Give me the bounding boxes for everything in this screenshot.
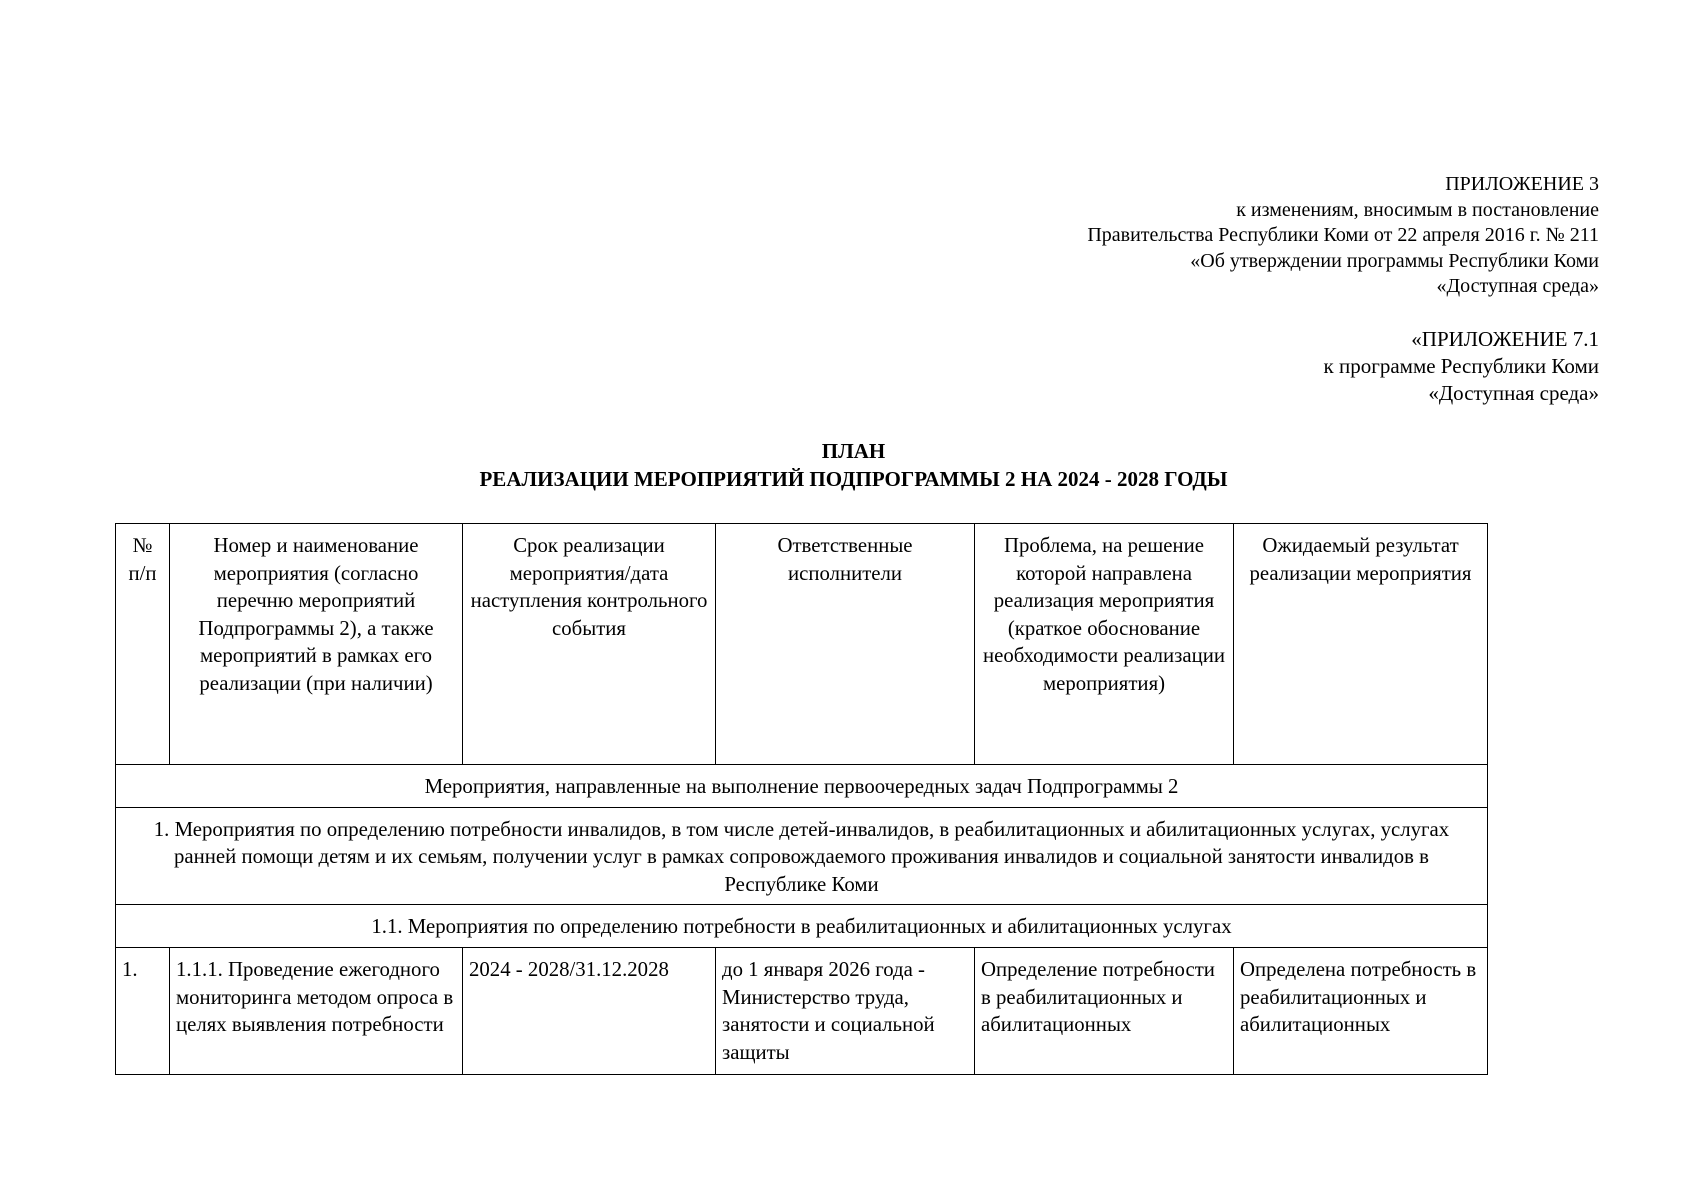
attachment-header — [879, 172, 1599, 300]
section-row-1 — [116, 807, 1488, 905]
table-header-row — [116, 524, 1488, 765]
document-title — [0, 437, 1697, 493]
title-line-2: РЕАЛИЗАЦИИ МЕРОПРИЯТИЙ ПОДПРОГРАММЫ 2 НА 2024 - 2028 ГОДЫ — [479, 467, 1228, 491]
table-row — [116, 947, 1488, 1074]
attachment-line: «Доступная среда» — [1428, 381, 1599, 406]
title-line-1: ПЛАН — [821, 439, 886, 463]
cell-executors: до 1 января 2026 года - Министерство труда, занятости и социальной защиты — [716, 947, 975, 1074]
cell-term: 2024 - 2028/31.12.2028 — [463, 947, 716, 1074]
cell-name: 1.1.1. Проведение ежегодного мониторинга методом опроса в целях выявления потребности — [170, 947, 463, 1074]
section-row-main — [116, 765, 1488, 808]
cell-num: 1. — [116, 947, 170, 1074]
attachment-line: к изменениям, вносимым в постановление — [1236, 198, 1599, 221]
header-cell-result: Ожидаемый результат реализации мероприятия — [1234, 524, 1488, 765]
attachment-line: ПРИЛОЖЕНИЕ 3 — [1445, 173, 1599, 195]
attachment-line: «ПРИЛОЖЕНИЕ 7.1 — [1411, 327, 1599, 351]
header-cell-num: № п/п — [116, 524, 170, 765]
attachment-line: к программе Республики Коми — [1323, 354, 1599, 379]
section-row-1-1 — [116, 905, 1488, 948]
attachment-line: «Об утверждении программы Республики Коми — [1190, 249, 1599, 272]
program-attachment-header — [879, 326, 1599, 408]
attachment-line: Правительства Республики Коми от 22 апреля 2016 г. № 211 — [1087, 224, 1599, 247]
header-cell-name: Номер и наименование мероприятия (согласно перечню мероприятий Подпрограммы 2), а также мероприятий в рамках его реализации (при наличии) — [170, 524, 463, 765]
header-cell-executors: Ответственные исполнители — [716, 524, 975, 765]
header-cell-term: Срок реализации мероприятия/дата наступления контрольного события — [463, 524, 716, 765]
section-cell: 1. Мероприятия по определению потребности инвалидов, в том числе детей-инвалидов, в реабилитационных и абилитационных услугах, услугах ранней помощи детям и их семьям, получении услуг в рамках сопровождаемого проживания инвалидов и социальной занятости инвалидов в Республике Коми — [116, 807, 1488, 905]
plan-table — [115, 523, 1488, 1075]
section-cell: Мероприятия, направленные на выполнение первоочередных задач Подпрограммы 2 — [116, 765, 1488, 808]
header-cell-problem: Проблема, на решение которой направлена реализация мероприятия (краткое обоснование необходимости реализации мероприятия) — [975, 524, 1234, 765]
attachment-line: «Доступная среда» — [1436, 275, 1599, 298]
cell-problem: Определение потребности в реабилитационных и абилитационных — [975, 947, 1234, 1074]
cell-result: Определена потребность в реабилитационных и абилитационных — [1234, 947, 1488, 1074]
section-cell: 1.1. Мероприятия по определению потребности в реабилитационных и абилитационных услугах — [116, 905, 1488, 948]
